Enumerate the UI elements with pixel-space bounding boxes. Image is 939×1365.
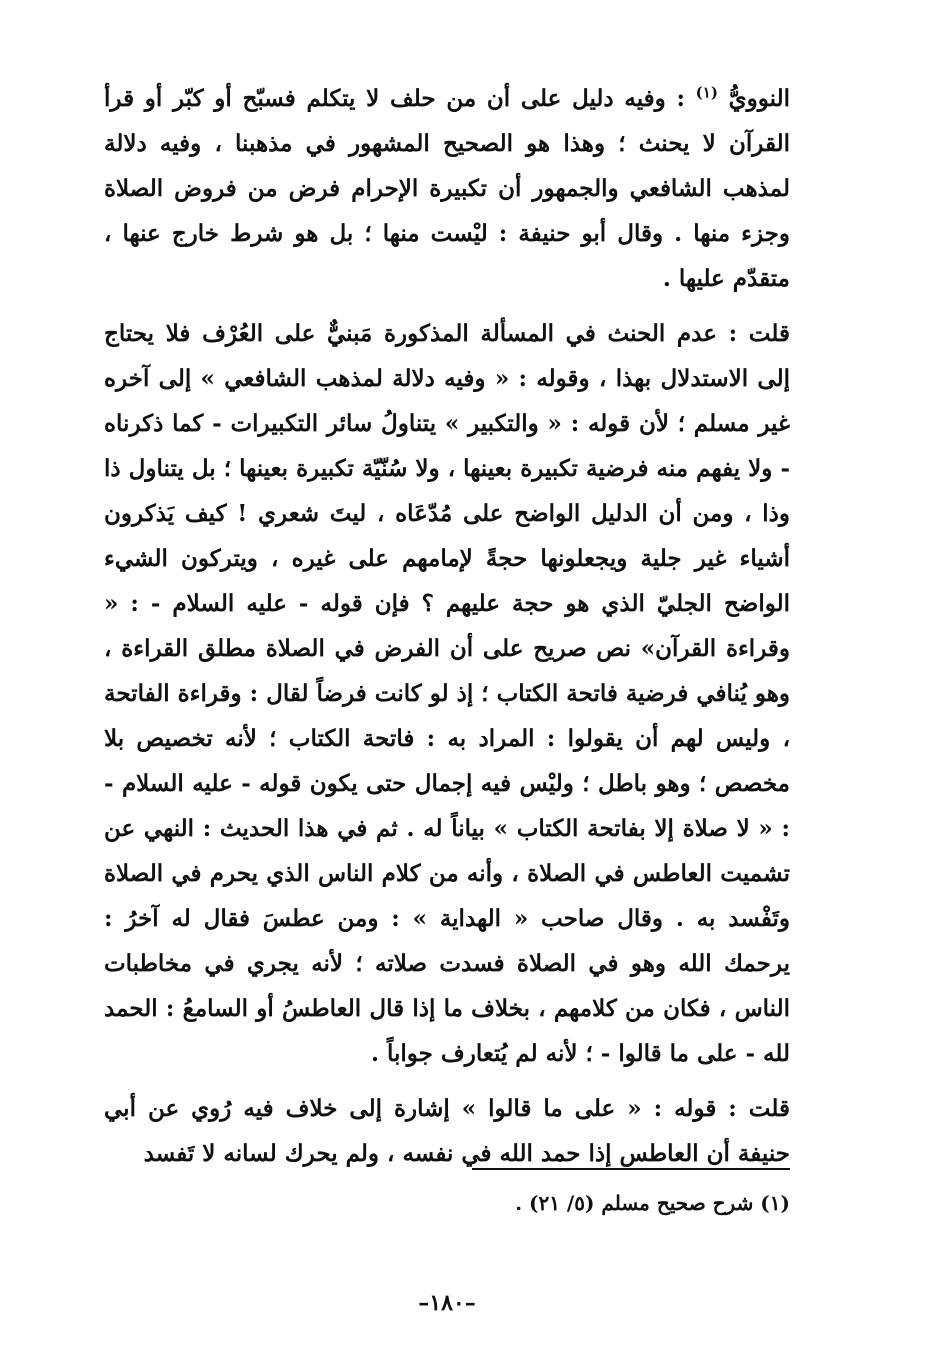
book-page xyxy=(104,76,790,1346)
paragraph-1 xyxy=(104,76,790,301)
paragraph-2 xyxy=(104,311,790,1076)
paragraph-1-text-start: النوويُّ xyxy=(728,85,791,112)
footnote-reference: (١) xyxy=(695,83,718,102)
paragraph-3-text: : قوله : « على ما قالوا » إشارة إلى خلاف فيه رُوي عن أبي حنيفة أن العاطس إذا حمد الله في نفسه ، ولم يحرك لسانه لا تَفسد xyxy=(104,1095,790,1167)
paragraph-2-text: : عدم الحنث في المسألة المذكورة مَبنيٌّ على العُرْف فلا يحتاج إلى الاستدلال بهذا ، وقوله : « وفيه دلالة لمذهب الشافعي » إلى آخره غير مسلم ؛ لأن قوله : « والتكبير » يتناولُ سائر التكبيرات - كما ذكرناه - ولا يفهم منه فرضية تكبيرة بعينها ، ولا سُنّيّة تكبيرة بعينها ؛ بل يتناول ذا وذا ، ومن أن الدليل الواضح على مُدّعَاه ، ليتَ شعري ! كيف يَذكرون أشياء غير جلية ويجعلونها حجةً لإمامهم على غيره ، ويتركون الشيء الواضح الجليّ الذي هو حجة عليهم ؟ فإن قوله - عليه السلام - : « وقراءة القرآن» نص صريح على أن الفرض في الصلاة مطلق القراءة ، وهو يُنافي فرضية فاتحة الكتاب ؛ إذ لو كانت فرضاً لقال : وقراءة الفاتحة ، وليس لهم أن يقولوا : المراد به : فاتحة الكتاب ؛ لأنه تخصيص بلا مخصص ؛ وهو باطل ؛ وليْس فيه إجمال حتى يكون قوله - عليه السلام - : « لا صلاة إلا بفاتحة الكتاب » بياناً له . ثم في هذا الحديث : النهي عن تشميت العاطس في الصلاة ، وأنه من كلام الناس الذي يحرم في الصلاة وتَفْسد به . وقال صاحب « الهداية » : ومن عطسَ فقال له آخرُ : يرحمك الله وهو في الصلاة فسدت صلاته ؛ لأنه يجري في مخاطبات الناس ، فكان من كلامهم ، بخلاف ما إذا قال العاطسُ أو السامعُ : الحمد لله - على ما قالوا - ؛ لأنه لم يُتعارف جواباً . xyxy=(103,320,791,1067)
page-number: –١٨٠– xyxy=(418,1290,476,1316)
paragraph-3 xyxy=(104,1086,790,1176)
footnote-1: (١) شرح صحيح مسلم (٥/ ٢١) . xyxy=(515,1191,790,1215)
paragraph-1-text: : وفيه دليل على أن من حلف لا يتكلم فسبّح أو كبّر أو قرأ القرآن لا يحنث ؛ وهذا هو الصحيح المشهور في مذهبنا ، وفيه دلالة لمذهب الشافعي والجمهور أن تكبيرة الإحرام فرض من فروض الصلاة وجزء منها . وقال أبو حنيفة : ليْست منها ؛ بل هو شرط خارج عنها ، متقدّم عليها . xyxy=(104,85,790,292)
paragraph-2-lead: قلت xyxy=(748,320,790,347)
footnote-divider xyxy=(472,1168,790,1170)
paragraph-3-lead: قلت xyxy=(748,1095,790,1122)
